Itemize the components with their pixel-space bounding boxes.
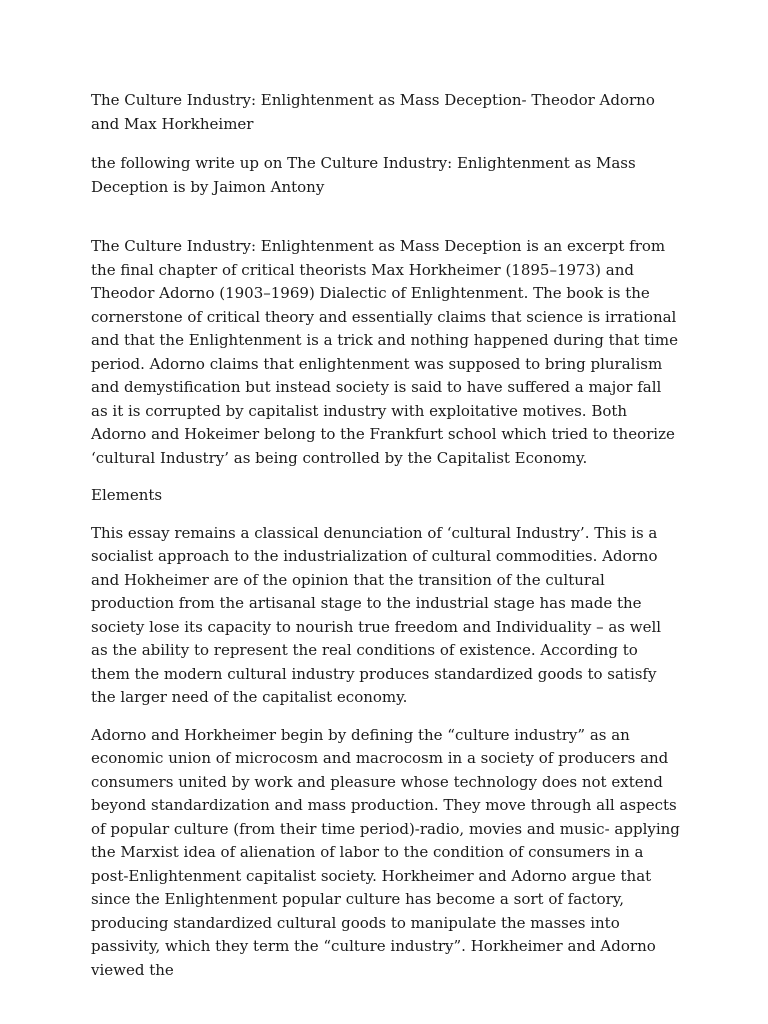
body-paragraph-2: Adorno and Horkheimer begin by defining the “culture industry” as an economic union of microcosm and macrocosm in a society of producers and consumers united by work and pleasure whose technology does not extend beyond standardization and mass production. They move through all aspects of popular culture (from their time period)-radio, movies and music- applying the Marxist idea of alienation of labor to the condition of consumers in a post-Enlightenment capitalist society. Horkheimer and Adorno argue that since the Enlightenment popular culture has become a sort of factory, producing standardized cultural goods to manipulate the masses into passivity, which they term the “culture industry”. Horkheimer and Adorno viewed the (91, 725, 680, 979)
intro-paragraph: The Culture Industry: Enlightenment as Mass Deception is an excerpt from the final chapter of critical theorists Max Horkheimer (1895–1973) and Theodor Adorno (1903–1969) Dialectic of Enlightenment. The book is the cornerstone of critical theory and essentially claims that science is irrational and that the Enlightenment is a trick and nothing happened during that time period. Adorno claims that enlightenment was supposed to bring pluralism and demystification but instead society is said to have suffered a major fall as it is corrupted by capitalist industry with exploitative motives. Both Adorno and Hokeimer belong to the Frankfurt school which tried to theorize ‘cultural Industry’ as being controlled by the Capitalist Economy. (91, 237, 678, 467)
document-byline: the following write up on The Culture Industry: Enlightenment as Mass Deception is by Jaimon Antony (91, 154, 636, 196)
body-paragraph-1: This essay remains a classical denunciation of ‘cultural Industry’. This is a socialist approach to the industrialization of cultural commodities. Adorno and Hokheimer are of the opinion that the transition of the cultural production from the artisanal stage to the industrial stage has made the society lose its capacity to nourish true freedom and Individuality – as well as the ability to represent the real conditions of existence. According to them the modern cultural industry produces standardized goods to satisfy the larger need of the capitalist economy. (91, 523, 662, 706)
section-heading: Elements (91, 486, 163, 504)
document-page (91, 89, 681, 996)
document-title: The Culture Industry: Enlightenment as Mass Deception- Theodor Adorno and Max Horkheimer (91, 91, 655, 133)
